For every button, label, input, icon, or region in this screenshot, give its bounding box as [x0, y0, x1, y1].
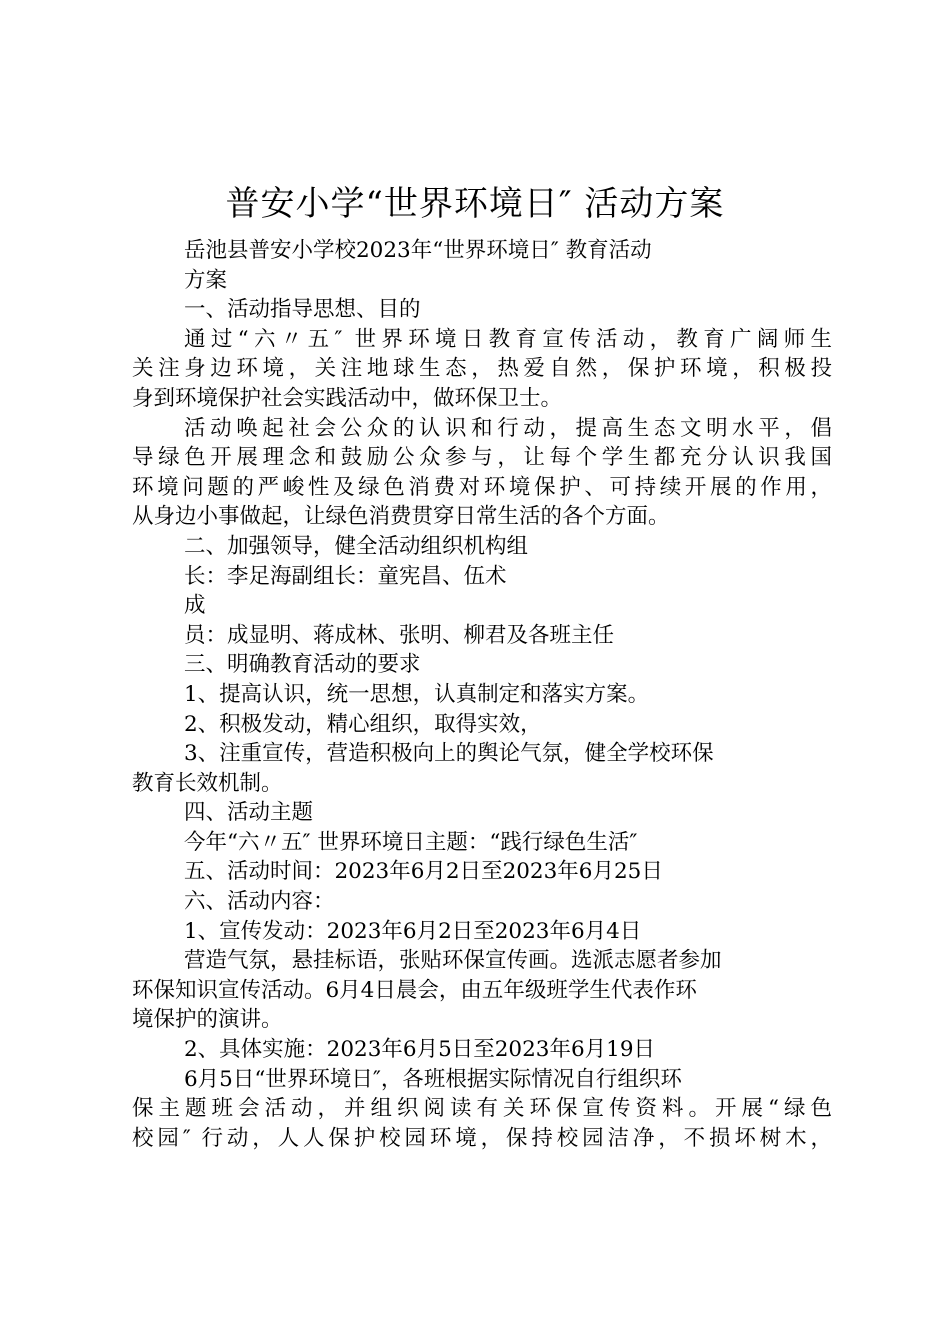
- document-title: 普安小学“世界环境日″ 活动方案: [225, 184, 725, 224]
- paragraph-line: 境保护的演讲。: [132, 1007, 283, 1033]
- list-item: 2、积极发动，精心组织，取得实效，: [184, 711, 542, 737]
- paragraph-line: 6月5日“世界环境日″，各班根据实际情况自行组织环: [184, 1066, 682, 1092]
- paragraph-line: 身到环境保护社会实践活动中，做环保卫士。: [132, 385, 563, 411]
- paragraph-line: 活动唤起社会公众的认识和行动，提高生态文明水平，倡: [184, 415, 832, 441]
- section-heading: 一、活动指导思想、目的: [184, 297, 421, 323]
- list-item: 2、具体实施：2023年6月5日至2023年6月19日: [184, 1037, 656, 1063]
- paragraph-line: 岳池县普安小学校2023年“世界环境日″ 教育活动: [184, 238, 652, 263]
- list-item: 1、提高认识，统一思想，认真制定和落实方案。: [184, 681, 650, 707]
- paragraph-line: 环境问题的严峻性及绿色消费对环境保护、可持续开展的作用，: [132, 474, 832, 500]
- list-item: 3、注重宣传，营造积极向上的舆论气氛，健全学校环保: [184, 741, 714, 767]
- paragraph-line: 方案: [184, 267, 228, 293]
- paragraph-line: 员：成显明、蒋成林、张明、柳君及各班主任: [184, 622, 615, 648]
- paragraph-line: 导绿色开展理念和鼓励公众参与，让每个学生都充分认识我国: [132, 445, 832, 471]
- paragraph-line: 从身边小事做起，让绿色消费贯穿日常生活的各个方面。: [132, 504, 670, 530]
- paragraph-line: 关注身边环境，关注地球生态，热爱自然，保护环境，积极投: [132, 356, 832, 382]
- paragraph-line: 校园″ 行动，人人保护校园环境，保持校园洁净，不损坏树木，: [132, 1125, 832, 1151]
- paragraph-line: 通过“六〃五″ 世界环境日教育宣传活动，教育广阔师生: [184, 326, 832, 352]
- paragraph-line: 营造气氛，悬挂标语，张贴环保宣传画。选派志愿者参加: [184, 948, 722, 974]
- paragraph-line: 教育长效机制。: [132, 770, 283, 796]
- paragraph-line: 环保知识宣传活动。6月4日晨会，由五年级班学生代表作环: [132, 977, 697, 1003]
- paragraph-line: 保主题班会活动，并组织阅读有关环保宣传资料。开展“绿色: [132, 1096, 832, 1122]
- document-body: [132, 236, 832, 1153]
- paragraph-line: 成: [184, 593, 206, 619]
- section-heading: 二、加强领导，健全活动组织机构组: [184, 533, 529, 559]
- paragraph-line: 今年“六〃五″ 世界环境日主题：“践行绿色生活″: [184, 829, 638, 855]
- section-heading: 五、活动时间：2023年6月2日至2023年6月25日: [184, 859, 663, 885]
- section-heading: 三、明确教育活动的要求: [184, 652, 421, 678]
- section-heading: 四、活动主题: [184, 800, 314, 826]
- paragraph-line: 长：李足海副组长：童宪昌、伍术: [184, 563, 507, 589]
- section-heading: 六、活动内容：: [184, 889, 335, 915]
- list-item: 1、宣传发动：2023年6月2日至2023年6月4日: [184, 918, 642, 944]
